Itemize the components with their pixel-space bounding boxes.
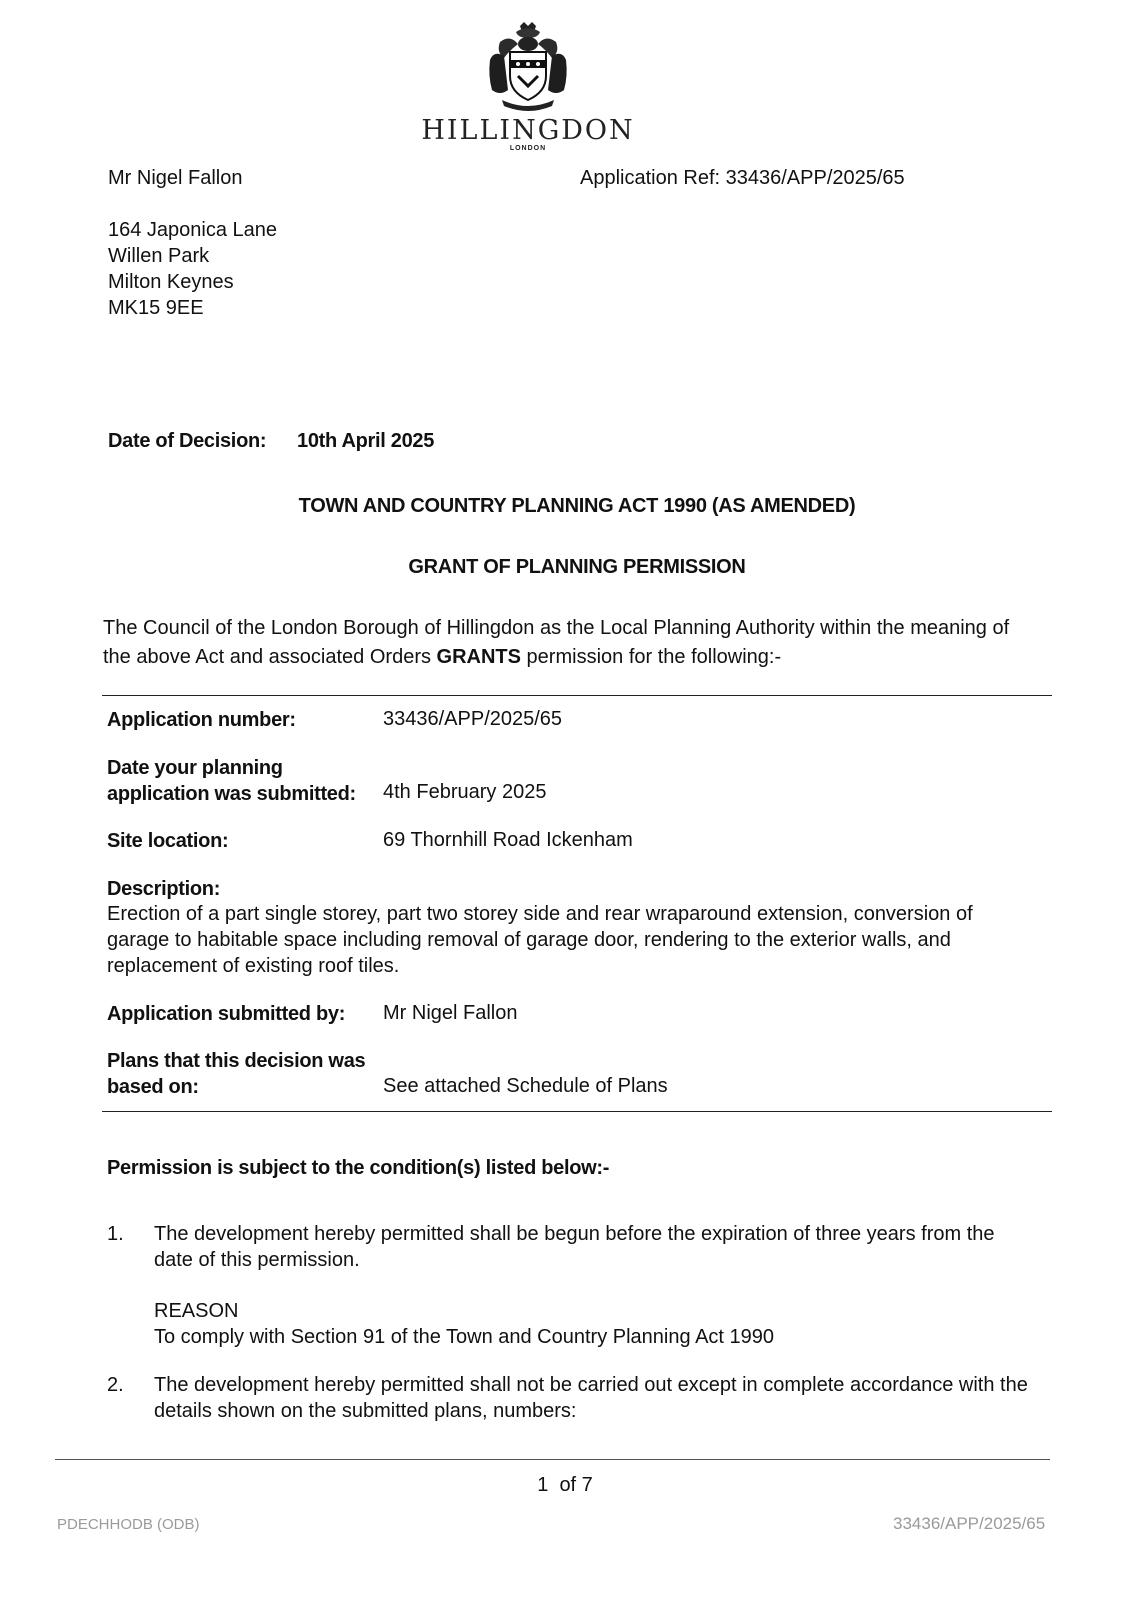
intro-text: the above Act and associated Orders xyxy=(103,646,437,668)
description-line: replacement of existing roof tiles. xyxy=(107,955,400,977)
footer-rule xyxy=(55,1459,1050,1460)
details-bottom-rule xyxy=(102,1111,1052,1112)
site-location-value: 69 Thornhill Road Ickenham xyxy=(383,829,633,851)
site-location-label: Site location: xyxy=(107,830,229,852)
submitted-by-label: Application submitted by: xyxy=(107,1003,346,1025)
condition-text xyxy=(154,1372,1074,1424)
act-title: TOWN AND COUNTRY PLANNING ACT 1990 (AS AMENDED) xyxy=(298,495,856,517)
condition-line: date of this permission. xyxy=(154,1249,360,1271)
page-number: 1 xyxy=(537,1474,549,1496)
plans-value: See attached Schedule of Plans xyxy=(383,1075,668,1097)
council-logo xyxy=(418,20,638,152)
decision-date-label: Date of Decision: xyxy=(108,430,267,452)
condition-number: 2. xyxy=(107,1374,124,1396)
council-sub: LONDON xyxy=(509,145,547,152)
intro-text: permission for the following:- xyxy=(521,646,782,668)
recipient-name: Mr Nigel Fallon xyxy=(108,167,243,189)
grant-title: GRANT OF PLANNING PERMISSION xyxy=(408,556,746,578)
reason-text: To comply with Section 91 of the Town and Country Planning Act 1990 xyxy=(154,1326,775,1348)
details-top-rule xyxy=(102,695,1052,696)
condition-line: The development hereby permitted shall be begun before the expiration of three years from the xyxy=(154,1223,995,1245)
conditions-heading: Permission is subject to the condition(s) listed below:- xyxy=(107,1157,610,1179)
submitted-date-label xyxy=(107,755,356,807)
app-number-label: Application number: xyxy=(107,709,296,731)
condition-line: The development hereby permitted shall not be carried out except in complete accordance with the xyxy=(154,1374,1028,1396)
app-number-value: 33436/APP/2025/65 xyxy=(383,708,563,730)
grants-keyword: GRANTS xyxy=(436,646,521,668)
condition-number: 1. xyxy=(107,1223,124,1245)
description-text xyxy=(107,901,1067,979)
intro-line-2 xyxy=(103,644,1103,670)
plans-label-line: Plans that this decision was xyxy=(107,1050,366,1072)
page-indicator xyxy=(0,1472,1130,1498)
coat-of-arms-icon xyxy=(480,20,576,112)
description-label: Description: xyxy=(107,878,221,900)
submitted-label-line: application was submitted: xyxy=(107,783,356,805)
condition-reason xyxy=(154,1298,1074,1350)
submitted-label-line: Date your planning xyxy=(107,757,283,779)
condition-text xyxy=(154,1221,1074,1273)
decision-date: 10th April 2025 xyxy=(297,430,435,452)
reason-label: REASON xyxy=(154,1300,239,1322)
application-ref: Application Ref: 33436/APP/2025/65 xyxy=(580,167,905,189)
submitted-by-value: Mr Nigel Fallon xyxy=(383,1002,518,1024)
recipient-address xyxy=(108,217,277,321)
intro-line-1: The Council of the London Borough of Hillingdon as the Local Planning Authority within the meaning of xyxy=(103,617,1010,639)
plans-label-line: based on: xyxy=(107,1076,199,1098)
council-name: HILLINGDON xyxy=(421,115,635,146)
page-total: of 7 xyxy=(559,1474,593,1496)
footer-code: PDECHHODB (ODB) xyxy=(57,1516,200,1533)
submitted-date-value: 4th February 2025 xyxy=(383,781,547,803)
condition-line: details shown on the submitted plans, numbers: xyxy=(154,1400,577,1422)
address-line: MK15 9EE xyxy=(108,297,204,319)
address-line: Milton Keynes xyxy=(108,271,234,293)
footer-ref: 33436/APP/2025/65 xyxy=(893,1514,1046,1533)
intro-paragraph xyxy=(103,615,1103,670)
address-line: Willen Park xyxy=(108,245,210,267)
plans-label xyxy=(107,1048,365,1100)
address-line: 164 Japonica Lane xyxy=(108,219,278,241)
description-line: garage to habitable space including removal of garage door, rendering to the exterior walls, and xyxy=(107,929,951,951)
description-line: Erection of a part single storey, part two storey side and rear wraparound extension, conversion of xyxy=(107,903,973,925)
